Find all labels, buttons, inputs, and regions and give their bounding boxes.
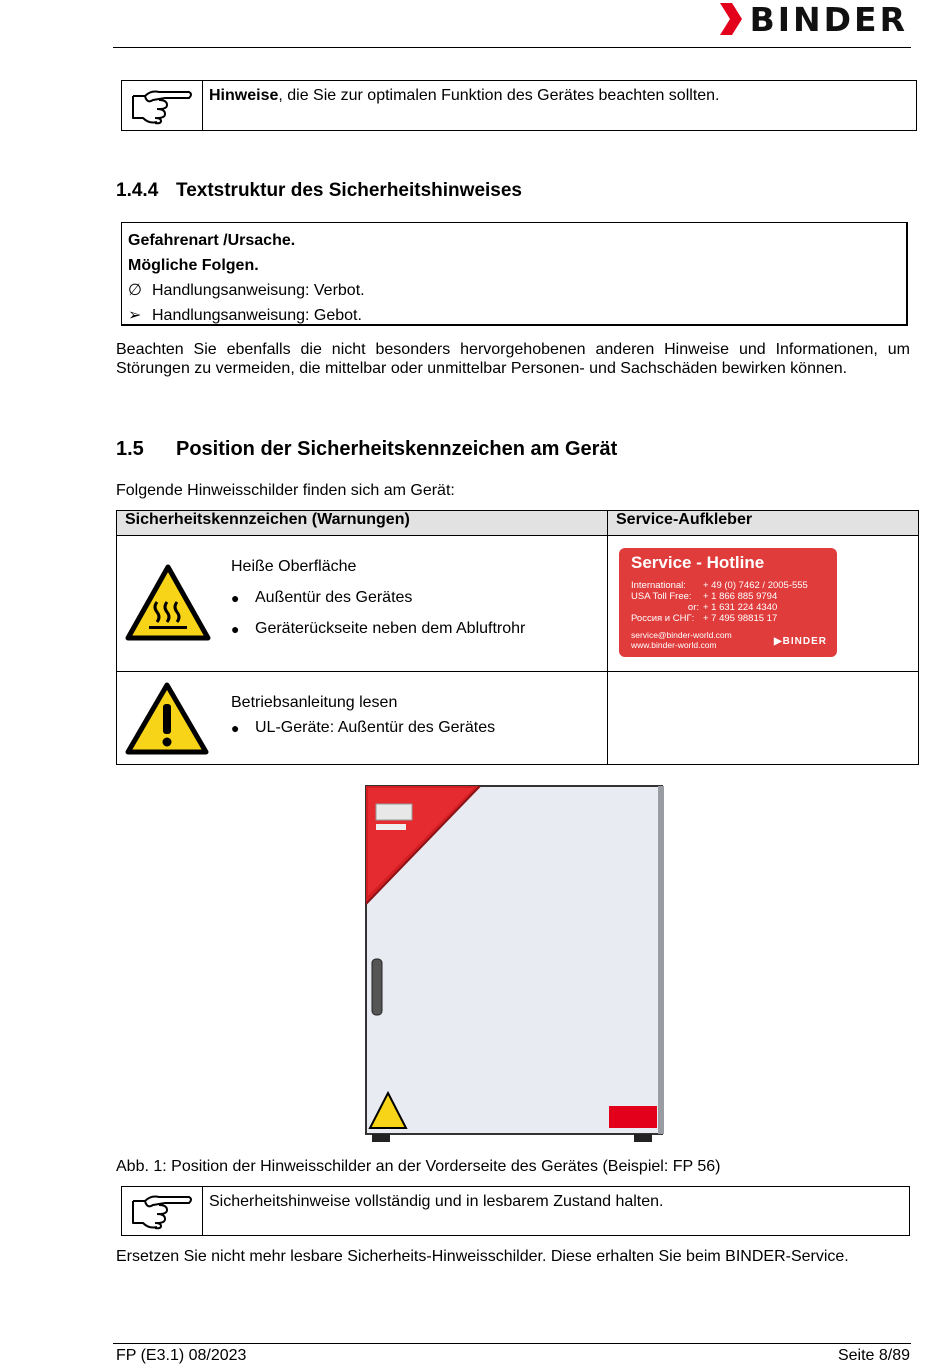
- col-header-warnings: Sicherheitskennzeichen (Warnungen): [117, 511, 608, 536]
- brand-name: BINDER: [749, 0, 908, 39]
- prohibition-symbol: ∅: [128, 282, 142, 299]
- binder-logo: [718, 0, 908, 39]
- intro-text: Folgende Hinweisschilder finden sich am Gerät:: [116, 482, 455, 499]
- note-text-top: [203, 81, 726, 130]
- read-manual-cell: [117, 672, 608, 765]
- safety-structure-box: [121, 222, 908, 326]
- list-item-text: UL-Geräte: Außentür des Gerätes: [255, 719, 496, 736]
- pointing-hand-icon: [122, 1187, 203, 1235]
- footer-rule: [113, 1343, 911, 1344]
- command-line: [128, 303, 900, 328]
- footer-left: FP (E3.1) 08/2023: [116, 1347, 247, 1364]
- list-item-text: Außentür des Gerätes: [255, 589, 413, 606]
- service-line: USA Toll Free: + 1 866 885 9794: [631, 591, 778, 602]
- consequence-line: Mögliche Folgen.: [128, 257, 259, 274]
- list-item-text: Geräterückseite neben dem Abluftrohr: [255, 620, 526, 637]
- list-item: ● Außentür des Gerätes: [231, 589, 413, 606]
- hot-surface-warning-icon: [125, 564, 211, 642]
- table-row: [117, 672, 919, 765]
- figure-caption: Abb. 1: Position der Hinweisschilder an der Vorderseite des Gerätes (Beispiel: FP 56): [116, 1158, 721, 1175]
- section-title: Textstruktur des Sicherheitshinweises: [176, 180, 522, 201]
- section-number: 1.5: [116, 438, 144, 460]
- hot-surface-cell: [117, 536, 608, 672]
- section-number: 1.4.4: [116, 180, 159, 201]
- list-item: ● UL-Geräte: Außentür des Gerätes: [231, 719, 496, 736]
- service-sticker: [619, 548, 837, 657]
- signs-table: [116, 510, 919, 765]
- service-email: service@binder-world.com: [631, 630, 732, 640]
- read-manual-title: Betriebsanleitung lesen: [231, 694, 398, 711]
- note-bold: Hinweise: [209, 87, 279, 104]
- general-warning-icon: [125, 682, 209, 756]
- service-title: Service - Hotline: [631, 553, 765, 572]
- paragraph-2: Ersetzen Sie nicht mehr lesbare Sicherheits-Hinweisschilder. Diese erhalten Sie beim BINDER-Service.: [116, 1248, 849, 1265]
- service-line: Россия и СНГ: + 7 495 98815 17: [631, 613, 778, 624]
- section-heading-15: [116, 438, 617, 461]
- hazard-line: Gefahrenart /Ursache.: [128, 232, 296, 249]
- note-box-bottom: [121, 1186, 910, 1236]
- footer-page-number: Seite 8/89: [837, 1347, 910, 1364]
- prohibition-line: [128, 278, 900, 303]
- service-line: International: + 49 (0) 7462 / 2005-555: [631, 580, 808, 591]
- binder-logo-icon: [718, 3, 744, 35]
- header-rule: [113, 47, 911, 48]
- service-line: or: + 1 631 224 4340: [687, 602, 778, 613]
- section-heading-144: [116, 180, 522, 202]
- note-text-bottom: Sicherheitshinweise vollständig und in lesbarem Zustand halten.: [209, 1193, 664, 1210]
- note-rest: , die Sie zur optimalen Funktion des Gerätes beachten sollten.: [278, 87, 720, 104]
- note-box-top: [121, 80, 917, 131]
- section-title: Position der Sicherheitskennzeichen am Gerät: [176, 438, 618, 460]
- device-illustration: [362, 784, 668, 1146]
- service-sticker-cell: [608, 536, 919, 672]
- list-item: ● Geräterückseite neben dem Abluftrohr: [231, 620, 526, 637]
- paragraph-1: Beachten Sie ebenfalls die nicht besonders hervorgehobenen anderen Hinweise und Informationen, um Störungen zu vermeiden, die mittelbar oder unmittelbar Personen- und Sachschäden bewirken können.: [116, 341, 910, 377]
- service-sticker-marker: [609, 1106, 657, 1128]
- command-symbol: ➢: [128, 307, 142, 324]
- door-handle: [372, 959, 382, 1015]
- service-brand: ▶BINDER: [773, 636, 827, 647]
- service-contact: [631, 630, 732, 650]
- prohibition-text: Handlungsanweisung: Verbot.: [152, 282, 365, 299]
- col-header-service: Service-Aufkleber: [608, 511, 919, 536]
- command-text: Handlungsanweisung: Gebot.: [152, 307, 362, 324]
- service-lines: [631, 580, 831, 624]
- table-row: [117, 536, 919, 672]
- service-web: www.binder-world.com: [631, 640, 717, 650]
- pointing-hand-icon: [122, 81, 203, 130]
- hot-surface-title: Heiße Oberfläche: [231, 558, 357, 575]
- empty-cell: [608, 672, 919, 765]
